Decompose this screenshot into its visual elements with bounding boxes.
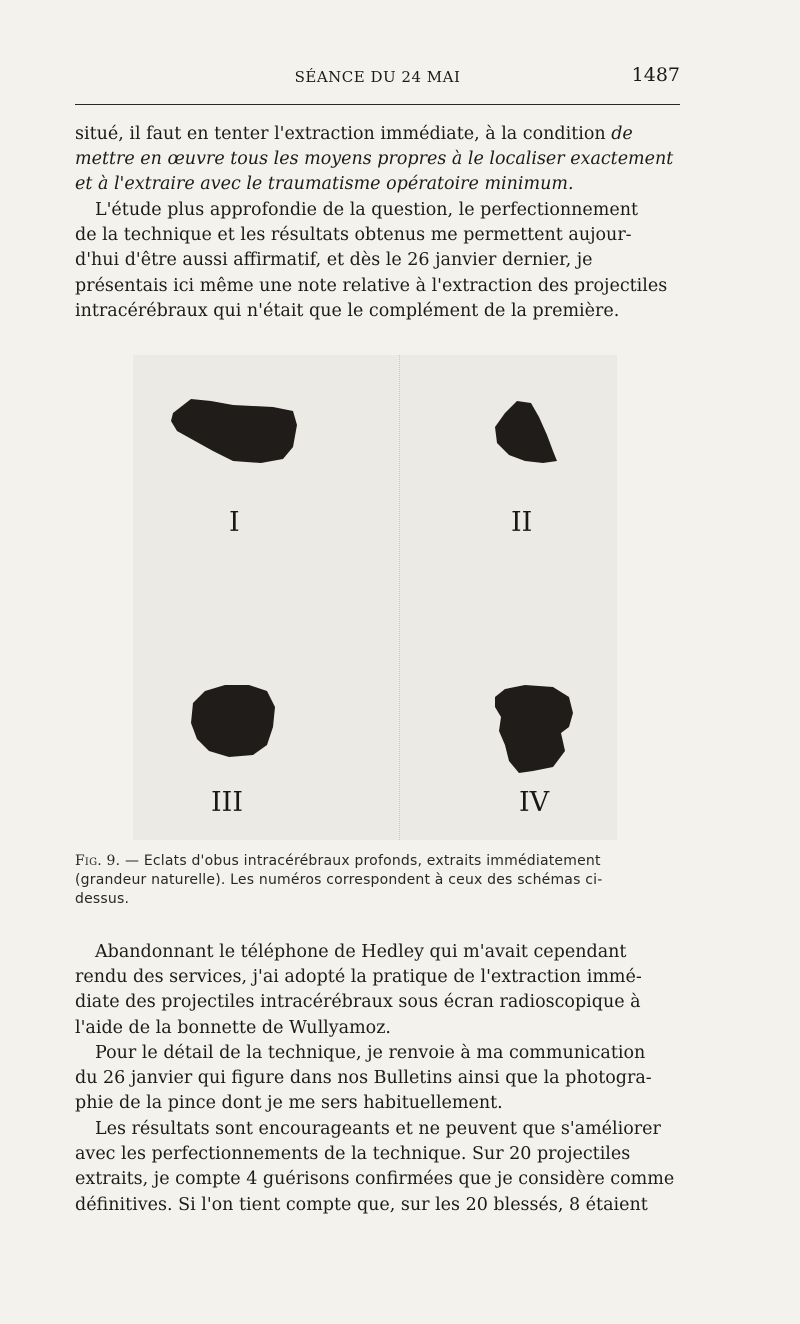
fragments-svg (133, 355, 617, 840)
caption-figure-label: Fig. 9. (75, 853, 121, 869)
figure-label-III: III (211, 787, 243, 818)
text-line: avec les perfectionnements de la technique. Sur 20 projectiles (75, 1144, 631, 1165)
figure-label-II: II (511, 507, 533, 538)
caption-line: Fig. 9. — Eclats d'obus intracérébraux profonds, extraits immédiatement (75, 853, 601, 869)
text-line: extraits, je compte 4 guérisons confirmées que je considère comme (75, 1169, 675, 1190)
text-line: du 26 janvier qui figure dans nos Bulletins ainsi que la photogra- (75, 1068, 652, 1089)
text-line: de la technique et les résultats obtenus me permettent aujour- (75, 225, 632, 246)
text-line: mettre en œuvre tous les moyens propres à le localiser exactement (75, 149, 674, 170)
text-line: situé, il faut en tenter l'extraction immédiate, à la condition de (75, 124, 633, 144)
text-line: Les résultats sont encourageants et ne peuvent que s'améliorer (95, 1119, 661, 1139)
fragment-III (191, 685, 275, 757)
text-line: rendu des services, j'ai adopté la pratique de l'extraction immé- (75, 967, 642, 988)
caption-line: dessus. (75, 891, 130, 907)
paragraph-5 (75, 1117, 680, 1218)
paragraph-2 (75, 198, 680, 324)
text-line: d'hui d'être aussi affirmatif, et dès le 26 janvier dernier, je (75, 250, 593, 271)
text-line: l'aide de la bonnette de Wullyamoz. (75, 1017, 391, 1038)
text-line: Abandonnant le téléphone de Hedley qui m'avait cependant (95, 942, 627, 962)
fragment-I (171, 399, 297, 463)
figure-label-I: I (229, 507, 240, 538)
text-line: diate des projectiles intracérébraux sous écran radioscopique à (75, 992, 641, 1013)
paragraph-4 (75, 1041, 680, 1117)
page-number: 1487 (631, 64, 680, 86)
fragment-II (495, 401, 557, 463)
shell-fragments-photograph (133, 355, 617, 840)
text-line: L'étude plus approfondie de la question, le perfectionnement (95, 200, 639, 220)
text-line: Pour le détail de la technique, je renvoie à ma communication (95, 1043, 646, 1063)
text-line: phie de la pince dont je me sers habituellement. (75, 1093, 503, 1114)
header-rule (75, 104, 680, 105)
running-title: SÉANCE DU 24 MAI (294, 68, 461, 86)
caption-line: (grandeur naturelle). Les numéros correspondent à ceux des schémas ci- (75, 872, 603, 888)
text-line: définitives. Si l'on tient compte que, sur les 20 blessés, 8 étaient (75, 1194, 648, 1215)
text-line: intracérébraux qui n'était que le complément de la première. (75, 300, 620, 321)
figure-caption (75, 852, 680, 909)
paragraph-3 (75, 940, 680, 1041)
paragraph-1 (75, 122, 680, 198)
fragment-IV (495, 685, 573, 773)
figure-label-IV: IV (519, 787, 550, 818)
text-line: présentais ici même une note relative à l'extraction des projectiles (75, 275, 668, 296)
running-header (75, 64, 680, 90)
text-line: et à l'extraire avec le traumatisme opératoire minimum. (75, 174, 574, 195)
